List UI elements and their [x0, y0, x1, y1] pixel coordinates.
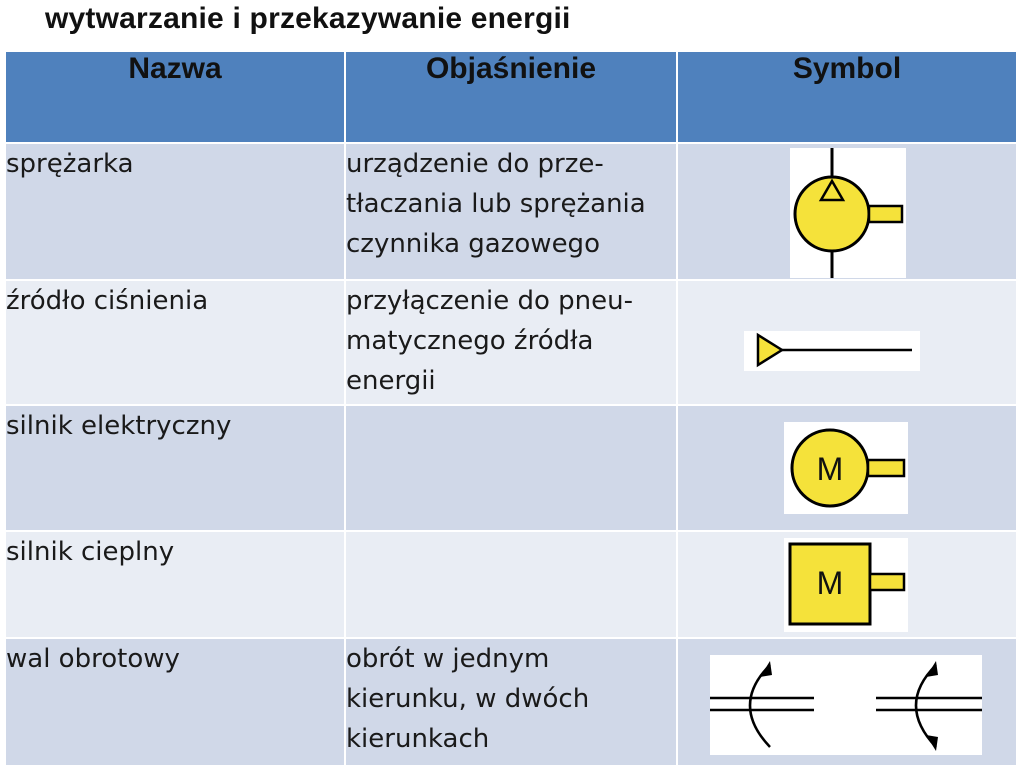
row-description — [345, 405, 677, 531]
row-symbol — [677, 531, 1017, 638]
row-name: silnik elektryczny — [5, 405, 345, 531]
motor-label: M — [816, 451, 844, 487]
table-row — [5, 143, 1017, 280]
table-row — [5, 280, 1017, 405]
page-title: wytwarzanie i przekazywanie energii — [45, 2, 571, 35]
row-name: sprężarka — [5, 143, 345, 280]
symbol-table — [4, 50, 1018, 767]
header-symbol: Symbol — [677, 51, 1017, 143]
row-description: przyłączenie do pneu- matycznego źródła energii — [345, 280, 677, 405]
row-description: urządzenie do prze- tłaczania lub sprężania czynnika gazowego — [345, 143, 677, 280]
rotating-shaft-symbol-icon — [710, 655, 982, 755]
table-row — [5, 638, 1017, 766]
row-symbol — [677, 405, 1017, 531]
header-name: Nazwa — [5, 51, 345, 143]
engine-label: M — [816, 565, 844, 601]
row-name: wal obrotowy — [5, 638, 345, 766]
pressure-source-symbol-icon — [744, 331, 920, 371]
row-symbol — [677, 143, 1017, 280]
table-row — [5, 405, 1017, 531]
electric-motor-symbol-icon — [784, 422, 908, 514]
compressor-symbol-icon — [790, 148, 906, 278]
row-symbol — [677, 638, 1017, 766]
row-name: silnik cieplny — [5, 531, 345, 638]
header-description: Objaśnienie — [345, 51, 677, 143]
table-row — [5, 531, 1017, 638]
row-name: źródło ciśnienia — [5, 280, 345, 405]
table-header-row — [5, 51, 1017, 143]
row-description: obrót w jednym kierunku, w dwóch kierunkach — [345, 638, 677, 766]
row-symbol — [677, 280, 1017, 405]
heat-engine-symbol-icon — [784, 538, 908, 632]
row-description — [345, 531, 677, 638]
